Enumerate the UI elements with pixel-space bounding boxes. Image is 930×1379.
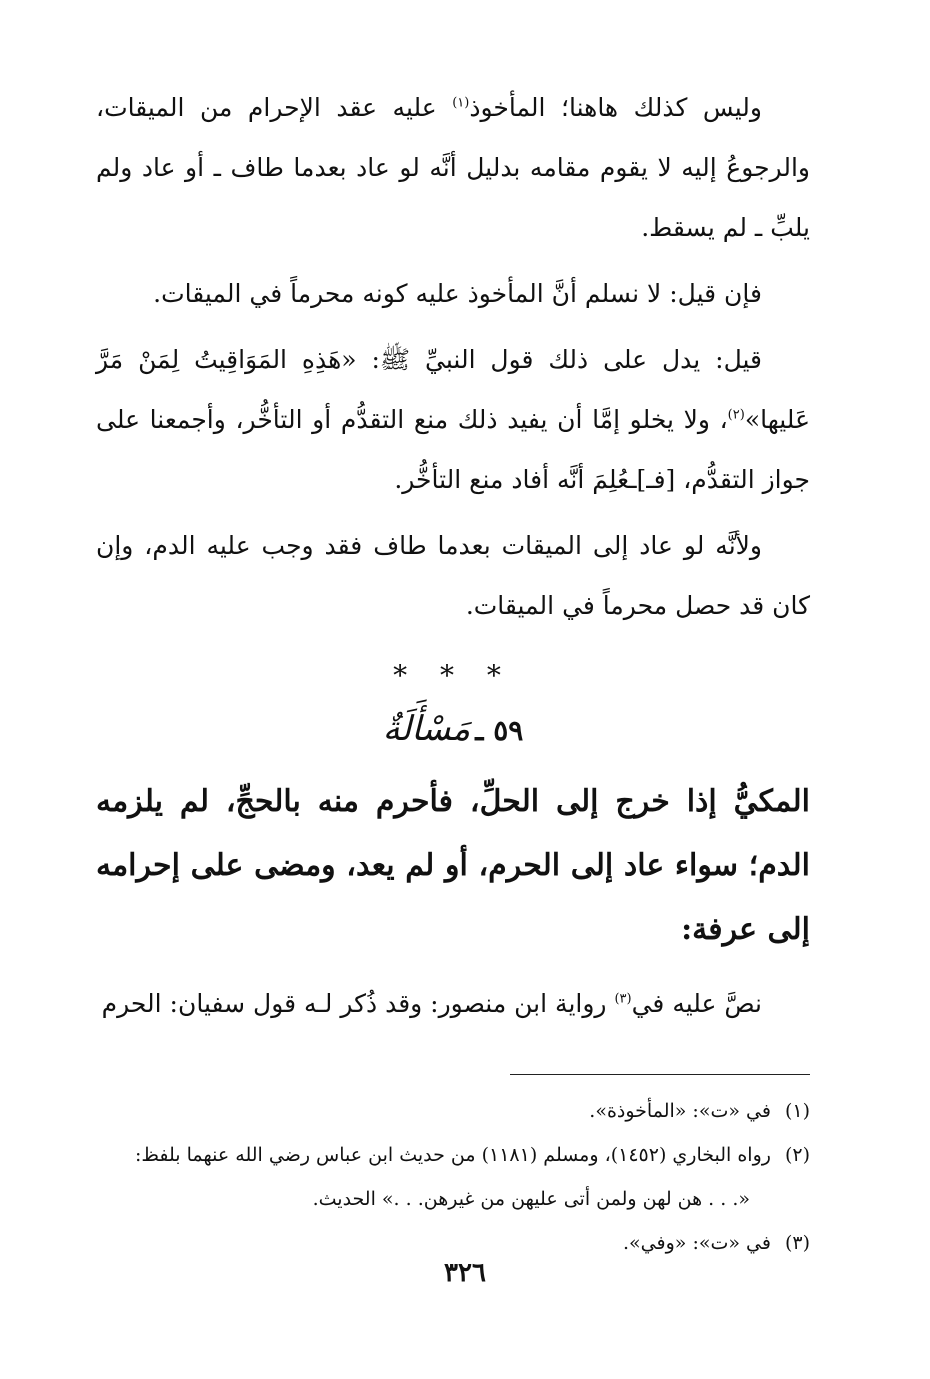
section-heading xyxy=(96,704,810,760)
paragraph-1-text-b: عليه عقد الإحرام من الميقات، والرجوعُ إليه لا يقوم مقامه بدليل أنَّه لو عاد بعدما طاف ـ أو عاد ولم يلبِّ ـ لم يسقط. xyxy=(96,93,810,242)
footnote-1 xyxy=(96,1089,810,1133)
section-title: مَسْأَلَةٌ xyxy=(382,709,471,749)
page-body xyxy=(96,78,810,1265)
paragraph-5-text-a: نصَّ عليه في xyxy=(631,989,762,1018)
paragraph-3-text-a: قيل: يدل على ذلك قول النبيِّ ﷺ: «هَذِهِ المَوَاقِيتُ لِمَنْ مَرَّ عَليها» xyxy=(96,345,810,434)
paragraph-2: فإن قيل: لا نسلم أنَّ المأخوذ عليه كونه محرماً في الميقات. xyxy=(153,279,762,308)
page-number: ٣٢٦ xyxy=(444,1258,486,1288)
footnote-divider xyxy=(510,1074,810,1075)
footnote-ref-2: (٢) xyxy=(727,407,745,423)
footnote-3-number: (٣) xyxy=(784,1232,810,1254)
paragraph-1 xyxy=(96,78,810,258)
paragraph-4: ولأنَّه لو عاد إلى الميقات بعدما طاف فقد وجب عليه الدم، وإن كان قد حصل محرماً في الميقات. xyxy=(96,531,810,620)
footnote-1-text: في «ت»: «المأخوذة». xyxy=(589,1100,771,1122)
footnote-1-number: (١) xyxy=(784,1100,810,1122)
issue-statement: المكيُّ إذا خرج إلى الحلِّ، فأحرم منه بالحجِّ، لم يلزمه الدم؛ سواء عاد إلى الحرم، أو لم يعد، ومضى على إحرامه إلى عرفة: xyxy=(96,784,810,947)
footnote-ref-3: (٣) xyxy=(614,991,632,1007)
footnote-2-number: (٢) xyxy=(784,1144,810,1166)
paragraph-1-text-a: وليس كذلك هاهنا؛ المأخوذ xyxy=(469,93,762,122)
footnote-3-text: في «ت»: «وفي». xyxy=(623,1232,771,1254)
section-separator: * * * xyxy=(393,659,513,692)
footnote-2-text: رواه البخاري (١٤٥٢)، ومسلم (١١٨١) من حديث ابن عباس رضي الله عنهما بلفظ: xyxy=(134,1144,771,1166)
section-number: ٥٩ ـ xyxy=(475,714,524,747)
paragraph-3-text-b: ، ولا يخلو إمَّا أن يفيد ذلك منع التقدُّم أو التأخُّر، وأجمعنا على جواز التقدُّم، [فـ]ـعُلِمَ أنَّه أفاد منع التأخُّر. xyxy=(96,405,810,494)
paragraph-3 xyxy=(96,330,810,510)
paragraph-5 xyxy=(96,974,810,1034)
footnote-ref-1: (١) xyxy=(452,95,470,111)
footnote-2 xyxy=(96,1133,810,1177)
footnote-2-continuation: «. . . هن لهن ولمن أتى عليهن من غيرهن. . .» الحديث. xyxy=(312,1188,750,1210)
paragraph-5-text-b: رواية ابن منصور: وقد ذُكر لـه قول سفيان: الحرم xyxy=(101,989,615,1018)
